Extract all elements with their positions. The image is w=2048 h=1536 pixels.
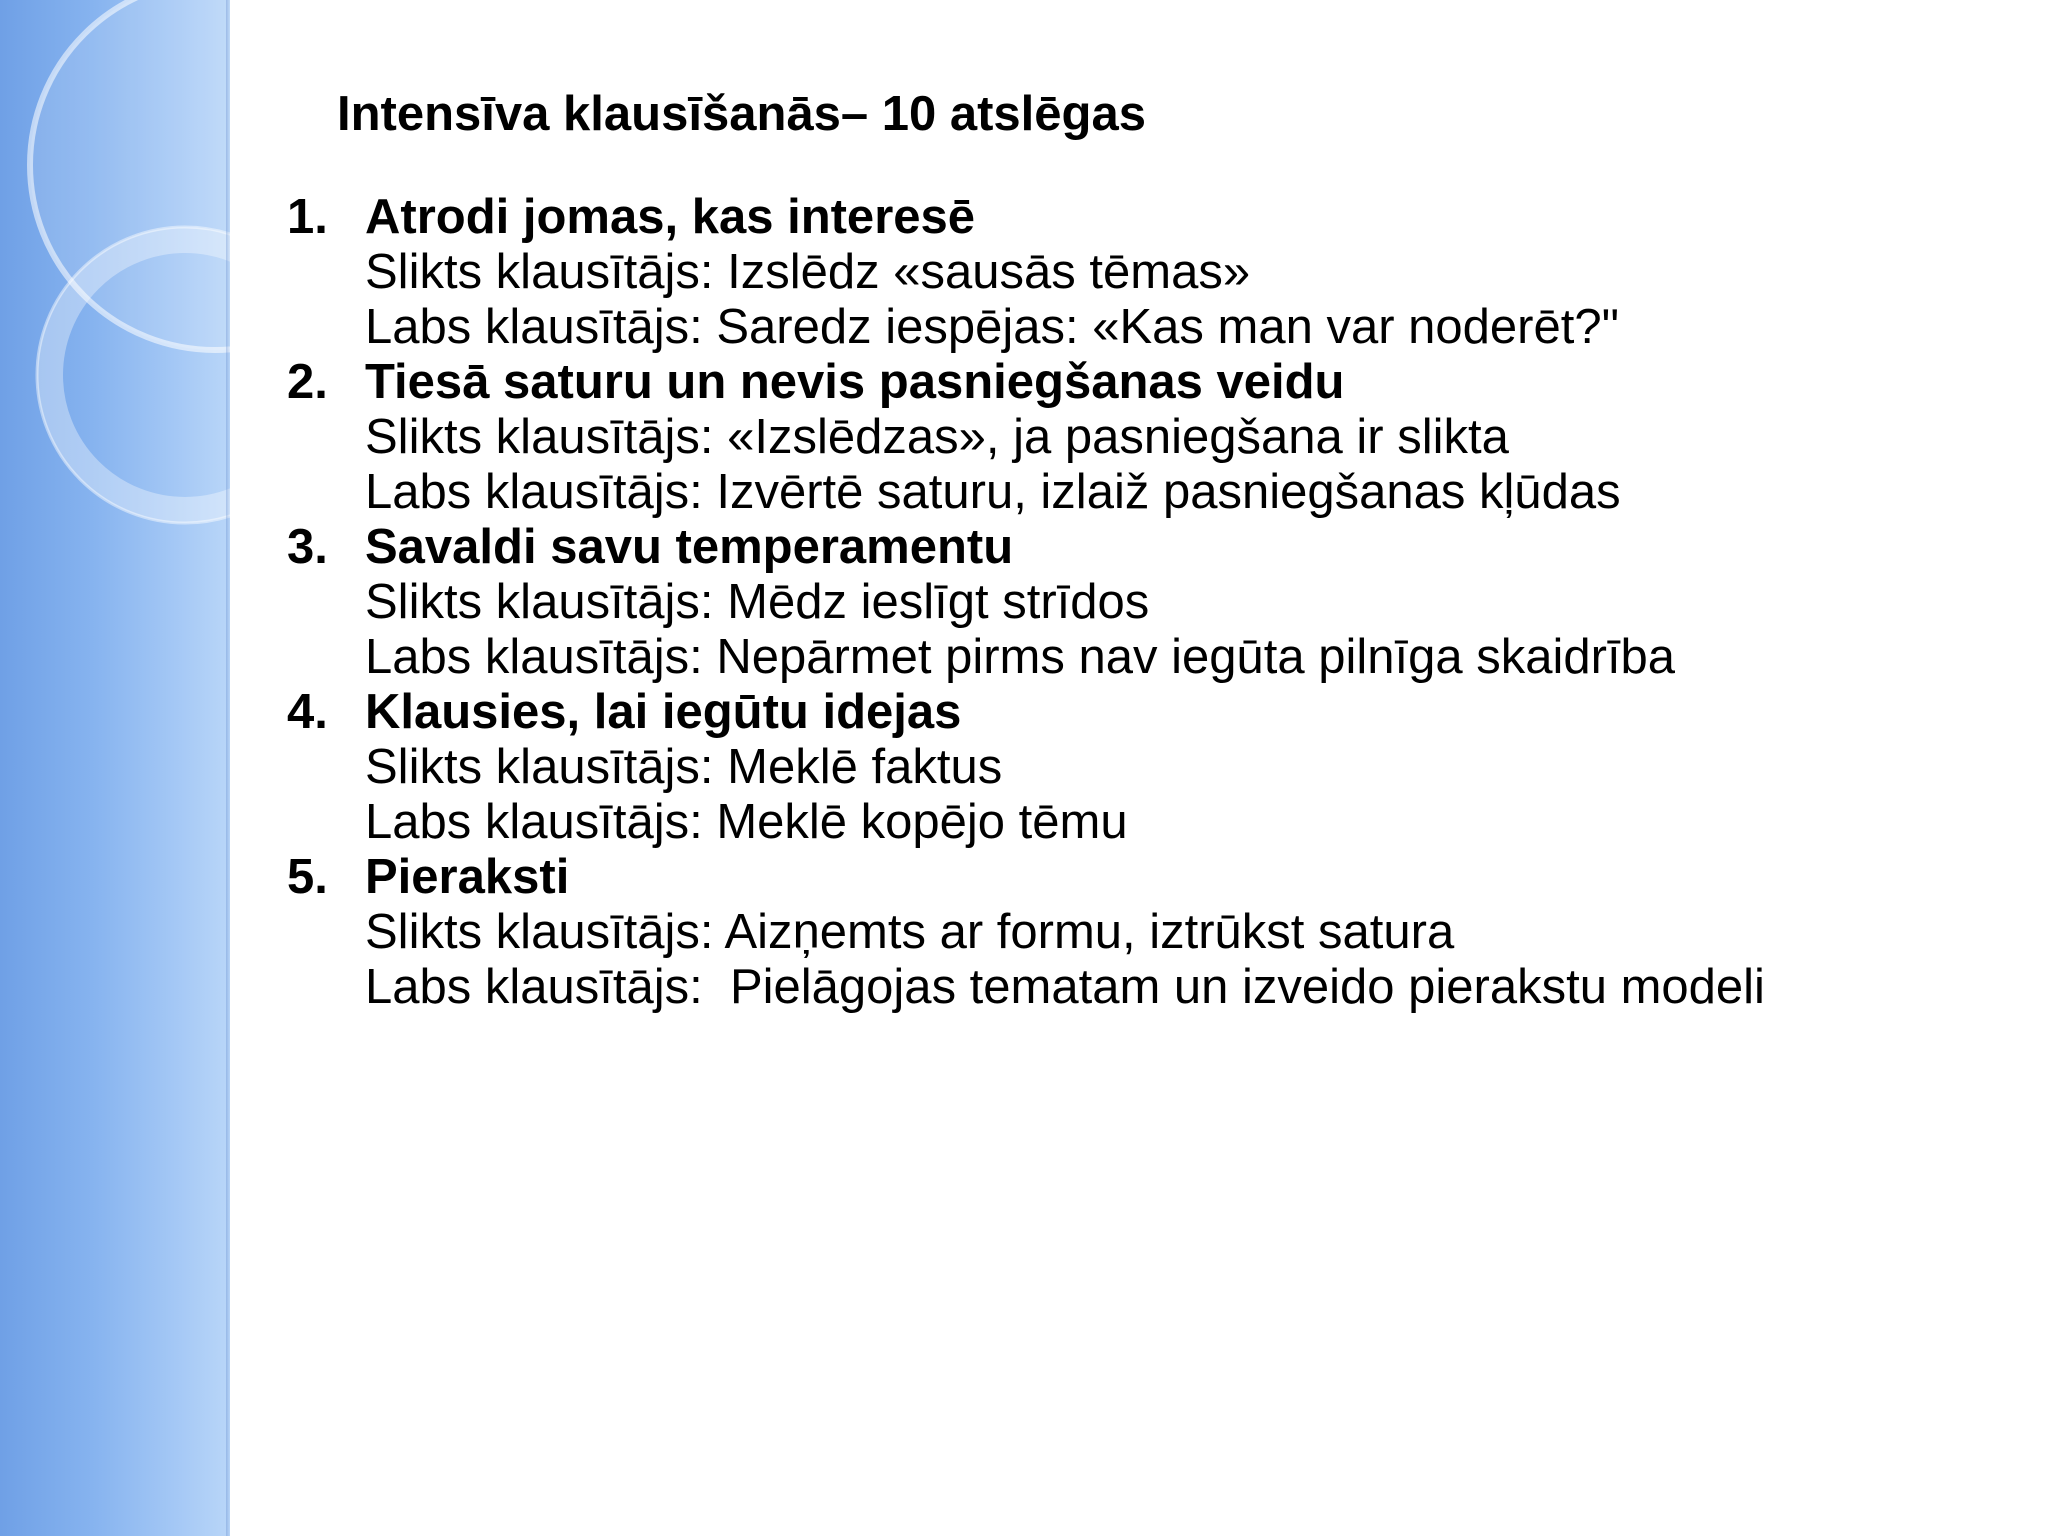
item-heading: Tiesā saturu un nevis pasniegšanas veidu <box>365 355 1345 409</box>
good-listener-text: Labs klausītājs: Pielāgojas tematam un izveido pierakstu modeli <box>365 960 1765 1014</box>
good-listener-text: Labs klausītājs: Meklē kopējo tēmu <box>365 795 1128 849</box>
sidebar-edge-shadow <box>226 0 230 1536</box>
bad-listener-text: Slikts klausītājs: Meklē faktus <box>365 740 1003 794</box>
bad-listener-text: Slikts klausītājs: Aizņemts ar formu, iztrūkst satura <box>365 905 1455 959</box>
slide-title: Intensīva klausīšanās– 10 atslēgas <box>337 87 1146 141</box>
bad-listener-text: Slikts klausītājs: Izslēdz «sausās tēmas» <box>365 245 1251 299</box>
item-heading: Atrodi jomas, kas interesē <box>365 190 976 244</box>
list-item <box>287 355 1907 520</box>
good-listener-text: Labs klausītājs: Saredz iespējas: «Kas man var noderēt?" <box>365 300 1619 354</box>
item-heading: Klausies, lai iegūtu idejas <box>365 685 962 739</box>
list-item <box>287 520 1907 685</box>
good-listener-text: Labs klausītājs: Izvērtē saturu, izlaiž pasniegšanas kļūdas <box>365 465 1621 519</box>
item-number: 5. <box>287 850 328 904</box>
list-item <box>287 850 1907 1015</box>
item-heading: Pieraksti <box>365 850 570 904</box>
good-listener-text: Labs klausītājs: Nepārmet pirms nav iegūta pilnīga skaidrība <box>365 630 1676 684</box>
decorative-rings-graphic <box>0 0 230 1536</box>
item-number: 4. <box>287 685 328 739</box>
item-number: 2. <box>287 355 328 409</box>
item-number: 3. <box>287 520 328 574</box>
item-number: 1. <box>287 190 328 244</box>
bad-listener-text: Slikts klausītājs: «Izslēdzas», ja pasniegšana ir slikta <box>365 410 1509 464</box>
bad-listener-text: Slikts klausītājs: Mēdz ieslīgt strīdos <box>365 575 1150 629</box>
item-heading: Savaldi savu temperamentu <box>365 520 1014 574</box>
list-item <box>287 190 1907 355</box>
decorative-sidebar <box>0 0 230 1536</box>
list-item <box>287 685 1907 850</box>
key-list <box>287 190 1907 1015</box>
